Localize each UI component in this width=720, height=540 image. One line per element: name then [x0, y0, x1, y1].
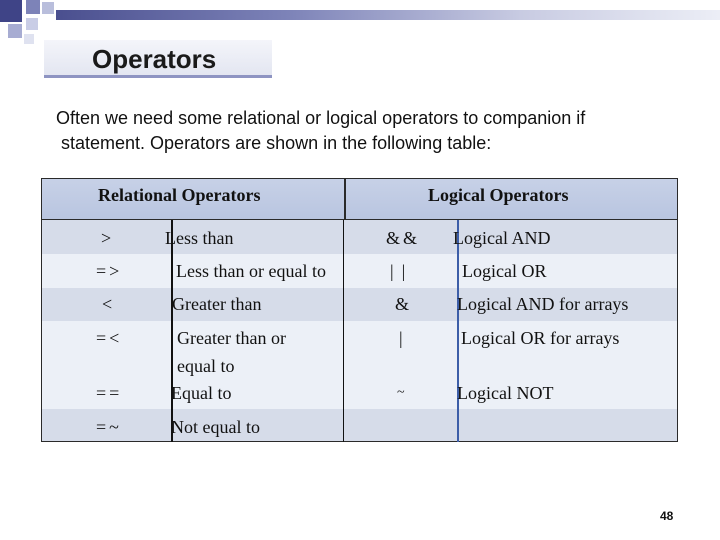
relational-description: Less than or equal to [176, 261, 326, 281]
top-accent-bar [56, 10, 720, 20]
corner-square [24, 34, 34, 44]
logical-description: Logical AND [453, 228, 551, 248]
corner-square [26, 0, 40, 14]
logical-description: Logical AND for arrays [457, 294, 629, 314]
intro-text [56, 106, 676, 156]
header-relational: Relational Operators [98, 185, 261, 205]
relational-operator: =~ [96, 417, 122, 437]
logical-operator: ~ [397, 385, 405, 400]
column-divider [343, 220, 344, 442]
relational-operator: == [96, 383, 123, 403]
logical-operator: | [399, 328, 403, 348]
logical-description: Logical NOT [457, 383, 554, 403]
header-logical: Logical Operators [428, 185, 569, 205]
logical-description: Logical OR [462, 261, 547, 281]
relational-operator: => [96, 261, 123, 281]
relational-operator: > [101, 228, 112, 248]
relational-description-line-1: Greater than or [177, 328, 286, 348]
logical-operator: & [395, 294, 410, 314]
corner-square [0, 0, 22, 22]
corner-square [42, 2, 54, 14]
intro-line-2: statement. Operators are shown in the following table: [61, 133, 492, 153]
column-divider [457, 220, 459, 442]
slide-title: Operators [92, 44, 217, 74]
relational-description: Not equal to [171, 417, 260, 437]
relational-description: Equal to [171, 383, 232, 403]
intro-line-1: Often we need some relational or logical operators to companion if [56, 108, 586, 128]
relational-description-line-2: equal to [177, 356, 235, 376]
relational-operator: =< [96, 328, 123, 348]
column-divider [171, 220, 173, 442]
page-number: 48 [660, 509, 674, 523]
logical-operator: || [390, 261, 414, 281]
corner-square [8, 24, 22, 38]
corner-square [26, 18, 38, 30]
logical-operator: && [386, 228, 421, 248]
header-divider [344, 178, 346, 220]
logical-description: Logical OR for arrays [461, 328, 620, 348]
relational-description: Greater than [172, 294, 262, 314]
relational-description: Less than [165, 228, 234, 248]
relational-operator: < [102, 294, 113, 314]
